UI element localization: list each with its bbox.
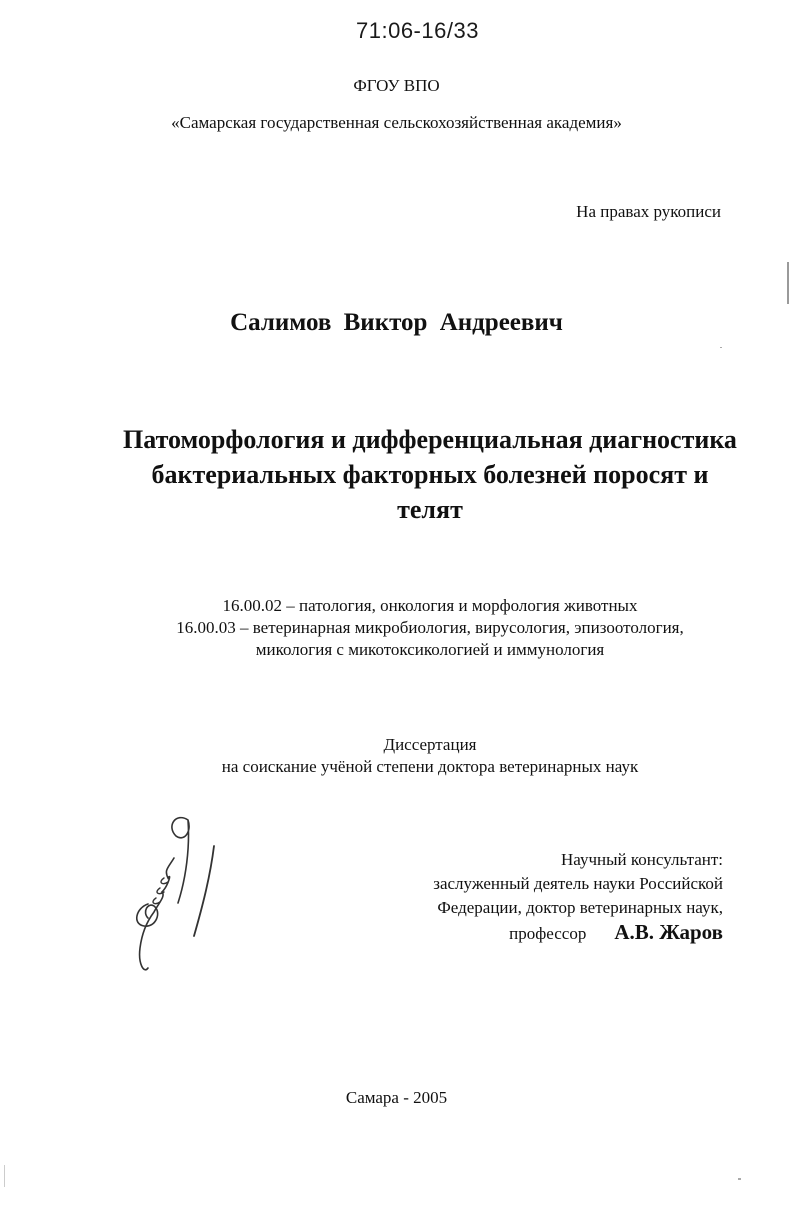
specialty-line: микология с микотоксикологией и иммунология bbox=[255, 640, 605, 659]
consultant-name-line bbox=[363, 920, 723, 946]
author-name: Салимов Виктор Андреевич bbox=[230, 309, 563, 336]
handwritten-signature bbox=[118, 808, 228, 983]
dissertation-info bbox=[100, 734, 760, 778]
scientific-consultant bbox=[363, 848, 723, 946]
archive-stamp-number: 71:06-16/33 bbox=[356, 18, 479, 43]
dissertation-title bbox=[100, 422, 760, 527]
manuscript-rights-note: На правах рукописи bbox=[576, 202, 721, 221]
institution-short-name: ФГОУ ВПО bbox=[353, 76, 440, 95]
specialty-line: 16.00.02 – патология, онкология и морфология животных bbox=[222, 596, 638, 615]
title-line: телят bbox=[397, 495, 463, 524]
dissertation-degree: на соискание учёной степени доктора ветеринарных наук bbox=[221, 757, 639, 776]
consultant-name: А.В. Жаров bbox=[614, 920, 723, 944]
consultant-heading: Научный консультант: bbox=[561, 850, 723, 869]
institution-full-name: «Самарская государственная сельскохозяйственная академия» bbox=[171, 113, 622, 132]
title-line: бактериальных факторных болезней поросят и bbox=[151, 460, 709, 489]
consultant-title-line2: Федерации, доктор ветеринарных наук, bbox=[437, 898, 723, 917]
consultant-rank: профессор bbox=[509, 924, 587, 943]
specialty-line: 16.00.03 – ветеринарная микробиология, вирусология, эпизоотология, bbox=[176, 618, 684, 637]
dissertation-type: Диссертация bbox=[383, 735, 477, 754]
specialty-codes bbox=[100, 595, 760, 661]
city-and-year: Самара - 2005 bbox=[345, 1088, 448, 1107]
title-line: Патоморфология и дифференциальная диагностика bbox=[123, 425, 737, 454]
consultant-title-line1: заслуженный деятель науки Российской bbox=[433, 874, 723, 893]
